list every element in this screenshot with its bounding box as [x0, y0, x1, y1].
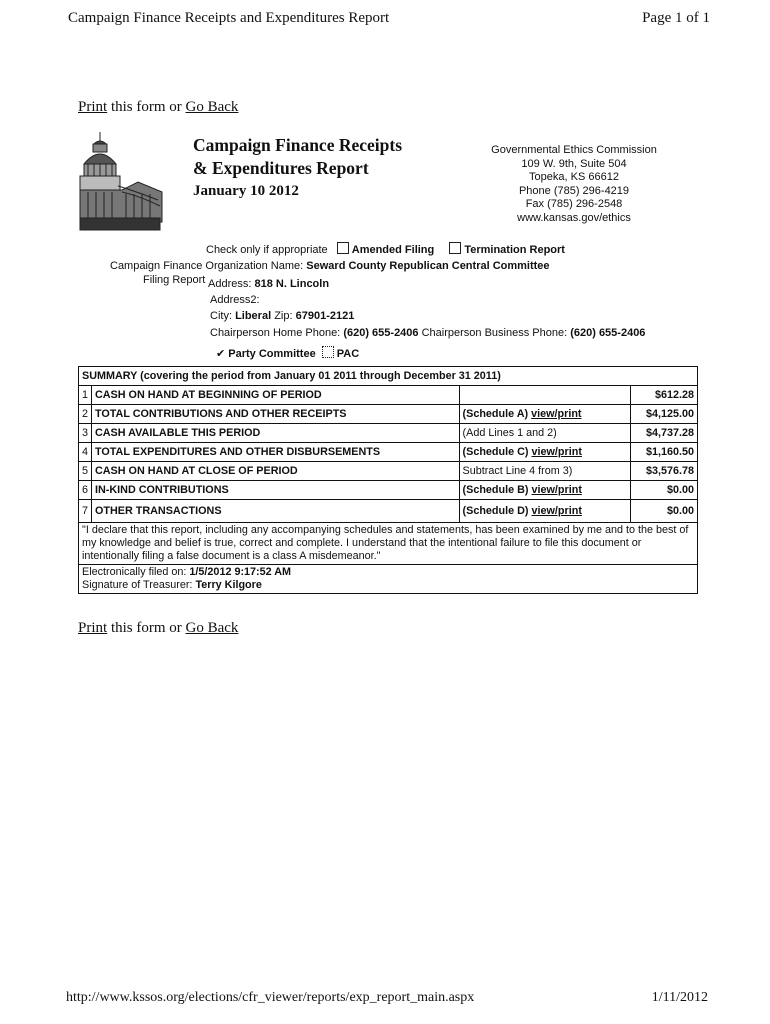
print-header-page: Page 1 of 1: [642, 10, 710, 26]
pac-checkbox[interactable]: [322, 346, 334, 358]
line-description: CASH ON HAND AT CLOSE OF PERIOD: [91, 462, 459, 481]
report-title: [193, 134, 402, 203]
table-row: [79, 500, 698, 523]
commission-city: Topeka, KS 66612: [529, 171, 619, 183]
schedule-a-view-print-link[interactable]: view/print: [531, 408, 582, 420]
line-description: CASH AVAILABLE THIS PERIOD: [91, 424, 459, 443]
schedule-c-view-print-link[interactable]: view/print: [531, 446, 582, 458]
go-back-link-bottom[interactable]: Go Back: [185, 620, 239, 636]
address2-label: Address2:: [210, 294, 260, 306]
home-phone-value: (620) 655-2406: [343, 327, 419, 339]
nav-middle-text: this form or: [110, 99, 182, 115]
print-footer-date: 1/11/2012: [651, 990, 708, 1005]
line-number: 3: [79, 424, 92, 443]
print-link[interactable]: Print: [78, 99, 108, 115]
nav-top: [78, 99, 238, 116]
nav-bottom: [78, 620, 238, 637]
termination-report-checkbox[interactable]: [449, 242, 461, 254]
org-name: Seward County Republican Central Committee: [306, 260, 550, 272]
city-row: [210, 310, 354, 322]
line-number: 4: [79, 443, 92, 462]
line-schedule: [459, 500, 631, 523]
go-back-link[interactable]: Go Back: [185, 99, 239, 115]
schedule-label: (Schedule C): [462, 446, 529, 458]
treasurer-name: Terry Kilgore: [195, 579, 262, 591]
org-name-row: [110, 260, 550, 272]
party-committee-checkmark-icon[interactable]: ✔: [216, 348, 226, 360]
line-schedule: [459, 386, 631, 405]
print-footer-url: http://www.kssos.org/elections/cfr_viewer/reports/exp_report_main.aspx: [66, 990, 475, 1005]
check-prompt: Check only if appropriate: [206, 244, 328, 256]
summary-table: [78, 366, 698, 594]
report-title-line1: Campaign Finance Receipts: [193, 135, 403, 155]
commission-web: www.kansas.gov/ethics: [517, 211, 631, 224]
nav-middle-text-bottom: this form or: [110, 620, 182, 636]
declaration-row: [79, 523, 698, 565]
line-description: IN-KIND CONTRIBUTIONS: [91, 481, 459, 500]
line-amount: $1,160.50: [631, 443, 698, 462]
line-description: TOTAL CONTRIBUTIONS AND OTHER RECEIPTS: [91, 405, 459, 424]
check-row: [206, 242, 565, 256]
treasurer-label: Signature of Treasurer:: [82, 579, 193, 591]
schedule-d-view-print-link[interactable]: view/print: [531, 505, 582, 517]
capitol-logo: [78, 130, 164, 234]
schedule-label: (Schedule A): [462, 408, 529, 420]
line-amount: $0.00: [631, 500, 698, 523]
line-schedule: [459, 481, 631, 500]
line-description: CASH ON HAND AT BEGINNING OF PERIOD: [91, 386, 459, 405]
line-amount: $4,737.28: [631, 424, 698, 443]
table-row: [79, 462, 698, 481]
report-date: January 10 2012: [193, 183, 299, 199]
city-value: Liberal: [235, 310, 272, 322]
termination-report-label: Termination Report: [464, 244, 565, 256]
line-number: 1: [79, 386, 92, 405]
line-amount: $4,125.00: [631, 405, 698, 424]
line-number: 2: [79, 405, 92, 424]
report-title-line2: & Expenditures Report: [193, 158, 369, 178]
capitol-building-icon: [78, 130, 164, 234]
table-row: [79, 386, 698, 405]
commission-fax: Fax (785) 296-2548: [525, 198, 623, 210]
pac-label: PAC: [336, 348, 360, 360]
committee-type-row: [216, 346, 359, 360]
filed-on-value: 1/5/2012 9:17:52 AM: [189, 566, 292, 578]
filed-on-line: [82, 566, 694, 579]
summary-heading-row: [79, 367, 698, 386]
line-schedule: (Add Lines 1 and 2): [459, 424, 631, 443]
zip-label: Zip:: [274, 310, 293, 322]
print-link-bottom[interactable]: Print: [78, 620, 108, 636]
line-description: TOTAL EXPENDITURES AND OTHER DISBURSEMENTS: [91, 443, 459, 462]
line-number: 5: [79, 462, 92, 481]
phone-row: [210, 327, 645, 339]
party-committee-label: Party Committee: [228, 348, 316, 360]
home-phone-label: Chairperson Home Phone:: [210, 327, 341, 339]
line-amount: $3,576.78: [631, 462, 698, 481]
treasurer-line: [82, 579, 694, 592]
schedule-label: (Schedule B): [462, 484, 529, 496]
zip-value: 67901-2121: [295, 310, 355, 322]
line-number: 7: [79, 500, 92, 523]
amended-filing-label: Amended Filing: [351, 244, 435, 256]
address-row: [208, 278, 329, 290]
print-header-title: Campaign Finance Receipts and Expenditures Report: [68, 10, 390, 26]
line-number: 6: [79, 481, 92, 500]
address-label: Address:: [208, 278, 252, 290]
schedule-b-view-print-link[interactable]: view/print: [531, 484, 582, 496]
org-name-label: Campaign Finance Organization Name:: [110, 260, 304, 272]
commission-phone: Phone (785) 296-4219: [518, 184, 630, 197]
line-amount: $0.00: [631, 481, 698, 500]
amended-filing-checkbox[interactable]: [337, 242, 349, 254]
business-phone-value: (620) 655-2406: [570, 327, 646, 339]
table-row: [79, 424, 698, 443]
line-schedule: Subtract Line 4 from 3): [459, 462, 631, 481]
filed-on-label: Electronically filed on:: [82, 566, 187, 578]
schedule-label: (Schedule D): [462, 505, 529, 517]
filing-info: [79, 565, 698, 594]
address-value: 818 N. Lincoln: [254, 278, 330, 290]
city-label: City:: [210, 310, 232, 322]
business-phone-label: Chairperson Business Phone:: [421, 327, 568, 339]
table-row: [79, 481, 698, 500]
line-amount: $612.28: [631, 386, 698, 405]
line-schedule: [459, 405, 631, 424]
table-row: [79, 405, 698, 424]
filing-report-label: Filing Report: [143, 274, 206, 286]
commission-street: 109 W. 9th, Suite 504: [521, 157, 627, 170]
line-schedule: [459, 443, 631, 462]
declaration-text: "I declare that this report, including any accompanying schedules and statements, has been examined by me and to the best of my knowledge and belief is true, correct and complete. I understand that the intentional failure to file this document or intentionally filing a false document is a class A misdemeanor.": [79, 523, 698, 565]
commission-block: [474, 144, 674, 225]
line-description: OTHER TRANSACTIONS: [91, 500, 459, 523]
filing-info-row: [79, 565, 698, 594]
table-row: [79, 443, 698, 462]
summary-heading: SUMMARY (covering the period from January 01 2011 through December 31 2011): [79, 367, 698, 386]
commission-name: Governmental Ethics Commission: [491, 144, 657, 156]
